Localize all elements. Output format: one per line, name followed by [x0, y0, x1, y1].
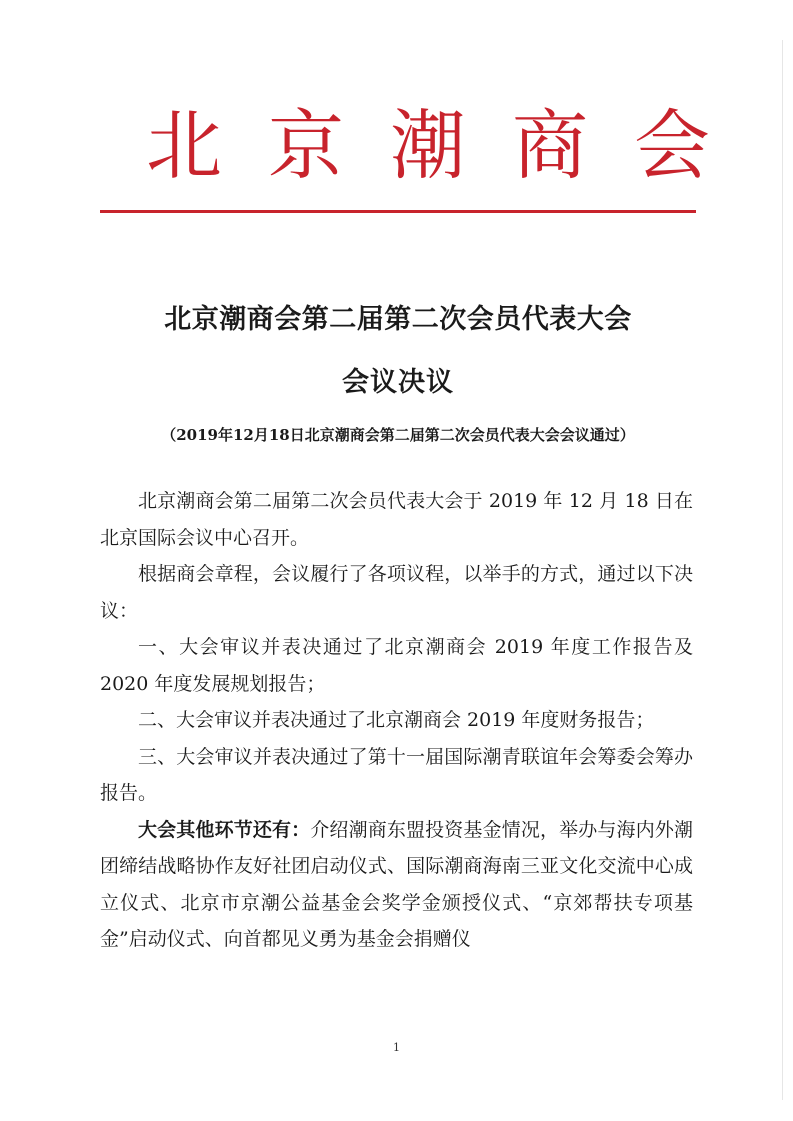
other-sessions-text: 介绍潮商东盟投资基金情况，举办与海内外潮团缔结战略协作友好社团启动仪式、国际潮商海南三亚文化交流中心成立仪式、北京市京潮公益基金会奖学金颁授仪式、“京郊帮扶专项基金”启动仪式、向首都见义勇为基金会捐赠仪	[100, 818, 693, 950]
resolution-item: 三、大会审议并表决通过了第十一届国际潮青联谊年会筹委会筹办报告。	[100, 745, 693, 804]
masthead-red-rule	[100, 210, 696, 213]
scan-edge-line	[782, 40, 783, 1100]
other-sessions-paragraph	[100, 812, 693, 958]
masthead-org-name: 北京潮商会	[146, 101, 756, 190]
document-title: 北京潮商会第二届第二次会员代表大会	[164, 304, 632, 335]
document-title-line2: 会议决议	[342, 367, 454, 398]
body-paragraph: 根据商会章程，会议履行了各项议程，以举手的方式，通过以下决议：	[100, 563, 693, 622]
resolution-item: 一、大会审议并表决通过了北京潮商会 2019 年度工作报告及 2020 年度发展规划报告；	[100, 636, 693, 695]
document-body	[100, 483, 693, 958]
resolution-item: 二、大会审议并表决通过了北京潮商会 2019 年度财务报告；	[138, 709, 655, 731]
other-sessions-label: 大会其他环节还有：	[138, 818, 311, 841]
page-number: 1	[393, 1041, 400, 1054]
document-subtitle: （2019年12月18日北京潮商会第二届第二次会员代表大会会议通过）	[161, 426, 635, 444]
body-paragraph: 北京潮商会第二届第二次会员代表大会于 2019 年 12 月 18 日在北京国际会议中心召开。	[100, 490, 693, 549]
